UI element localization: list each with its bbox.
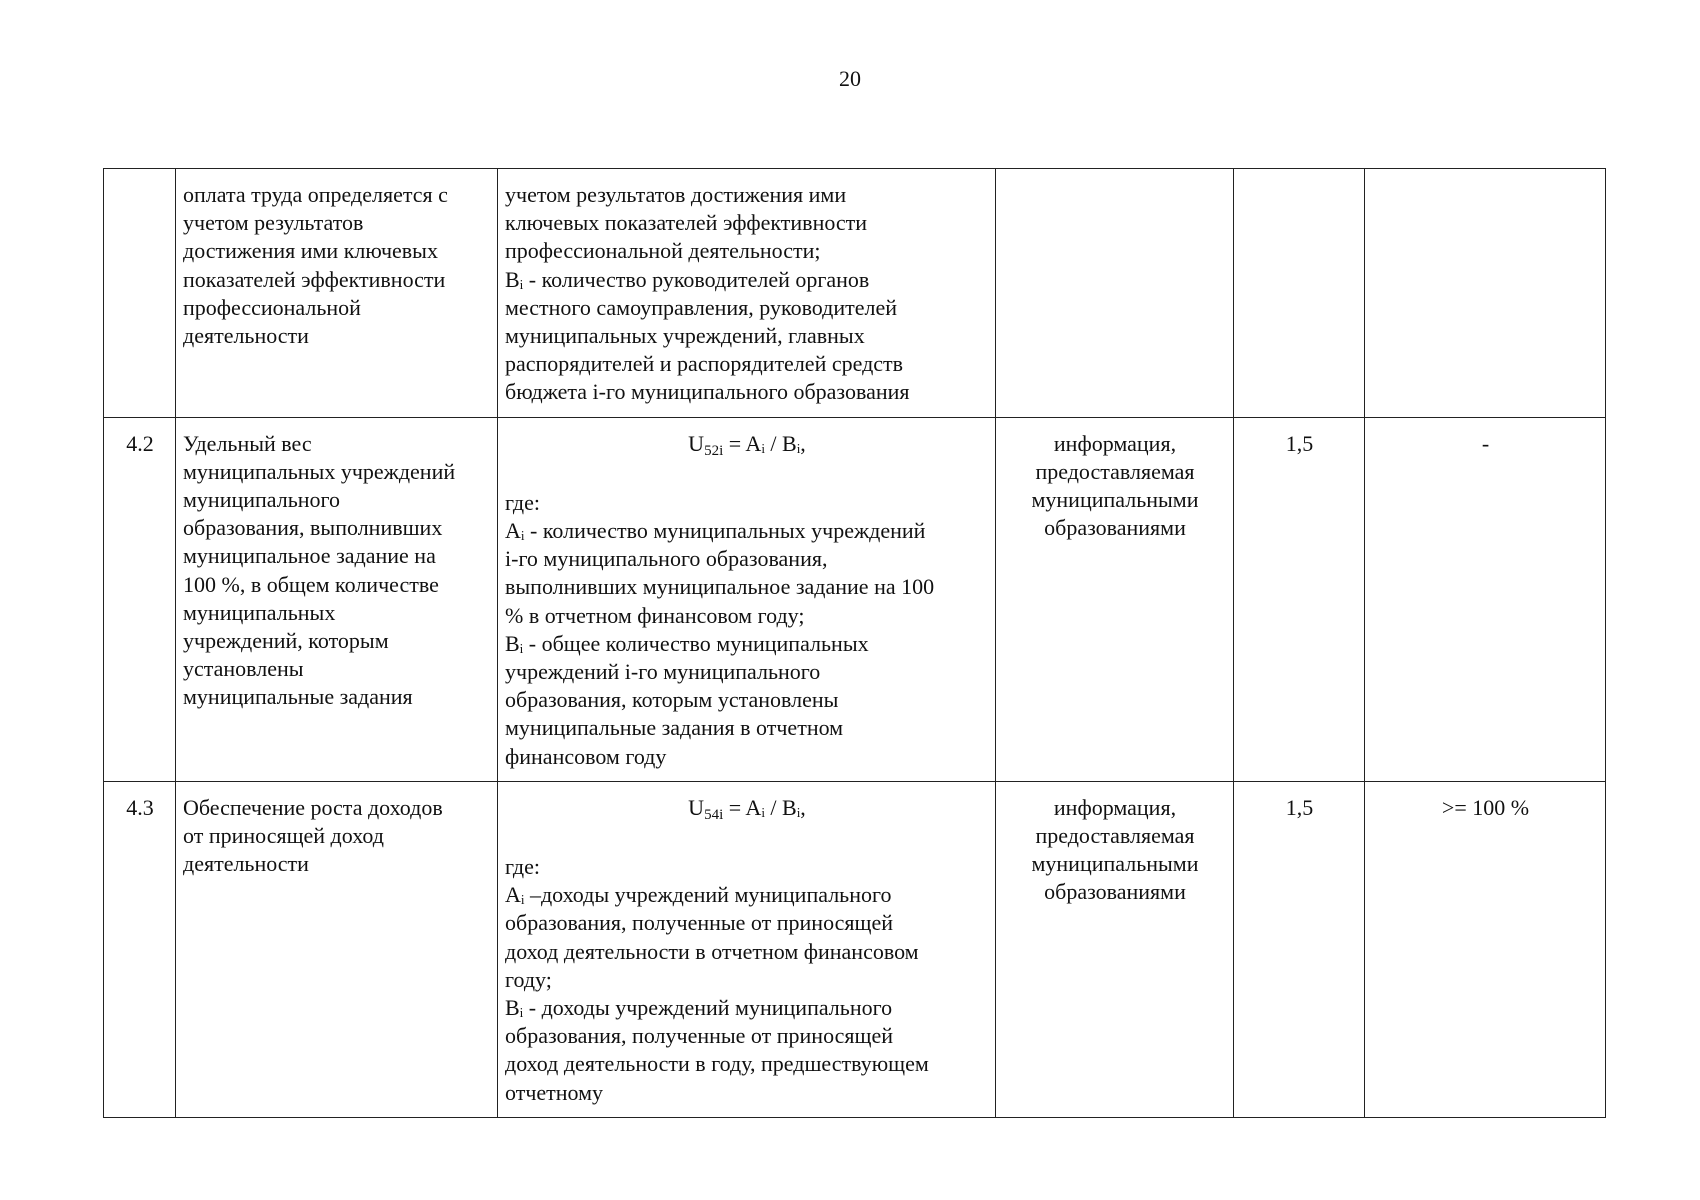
- data-source: информация, предоставляемая муниципальными образованиями: [996, 781, 1234, 1117]
- row-number: 4.3: [104, 781, 176, 1117]
- table-row: [104, 781, 1606, 1117]
- indicator-name: Удельный вес муниципальных учреждений муниципального образования, выполнивших муниципальное задание на 100 %, в общем количестве муниципальных учреждений, которым установлены муниципальные задания: [176, 417, 498, 781]
- row-number: [104, 169, 176, 418]
- formula-expression: = Aᵢ / Bᵢ,: [723, 430, 806, 456]
- target-value: >= 100 %: [1365, 781, 1606, 1117]
- weight-value: 1,5: [1234, 417, 1365, 781]
- table-row: [104, 169, 1606, 418]
- target-value: [1365, 169, 1606, 418]
- formula-symbol: U: [688, 794, 705, 820]
- calculation-cell: [498, 417, 996, 781]
- formula: [505, 430, 989, 461]
- formula-subscript: 52i: [704, 442, 724, 459]
- data-source: [996, 169, 1234, 418]
- data-source: информация, предоставляемая муниципальными образованиями: [996, 417, 1234, 781]
- formula-explanation: учетом результатов достижения ими ключевых показателей эффективности профессиональной деятельности; Bᵢ - количество руководителей органов местного самоуправления, руководителей муниципальных учреждений, главных распорядителей и распорядителей средств бюджета i-го муниципального образования: [505, 182, 910, 405]
- calculation-cell: [498, 781, 996, 1117]
- target-value: -: [1365, 417, 1606, 781]
- formula-where: где:: [505, 854, 540, 880]
- table-row: [104, 417, 1606, 781]
- formula-explanation: Aᵢ –доходы учреждений муниципального образования, полученные от приносящей доход деятельности в отчетном финансовом году; Bᵢ - доходы учреждений муниципального образования, полученные от приносящей доход деятельности в году, предшествующем отчетному: [505, 882, 929, 1105]
- formula-symbol: U: [688, 430, 705, 456]
- formula-explanation: Aᵢ - количество муниципальных учреждений i-го муниципального образования, выполнивших муниципальное задание на 100 % в отчетном финансовом году; Bᵢ - общее количество муниципальных учреждений i-го муниципального образования, которым установлены муниципальные задания в отчетном финансовом году: [505, 518, 935, 769]
- indicator-name: оплата труда определяется с учетом результатов достижения ими ключевых показателей эффективности профессиональной деятельности: [176, 169, 498, 418]
- calculation-cell: [498, 169, 996, 418]
- weight-value: 1,5: [1234, 781, 1365, 1117]
- formula-where: где:: [505, 489, 540, 515]
- weight-value: [1234, 169, 1365, 418]
- indicators-table: [103, 168, 1606, 1118]
- formula-subscript: 54i: [704, 806, 724, 823]
- formula: [505, 794, 989, 825]
- row-number: 4.2: [104, 417, 176, 781]
- page-number: 20: [839, 66, 861, 91]
- formula-expression: = Aᵢ / Bᵢ,: [723, 794, 806, 820]
- indicator-name: Обеспечение роста доходов от приносящей доход деятельности: [176, 781, 498, 1117]
